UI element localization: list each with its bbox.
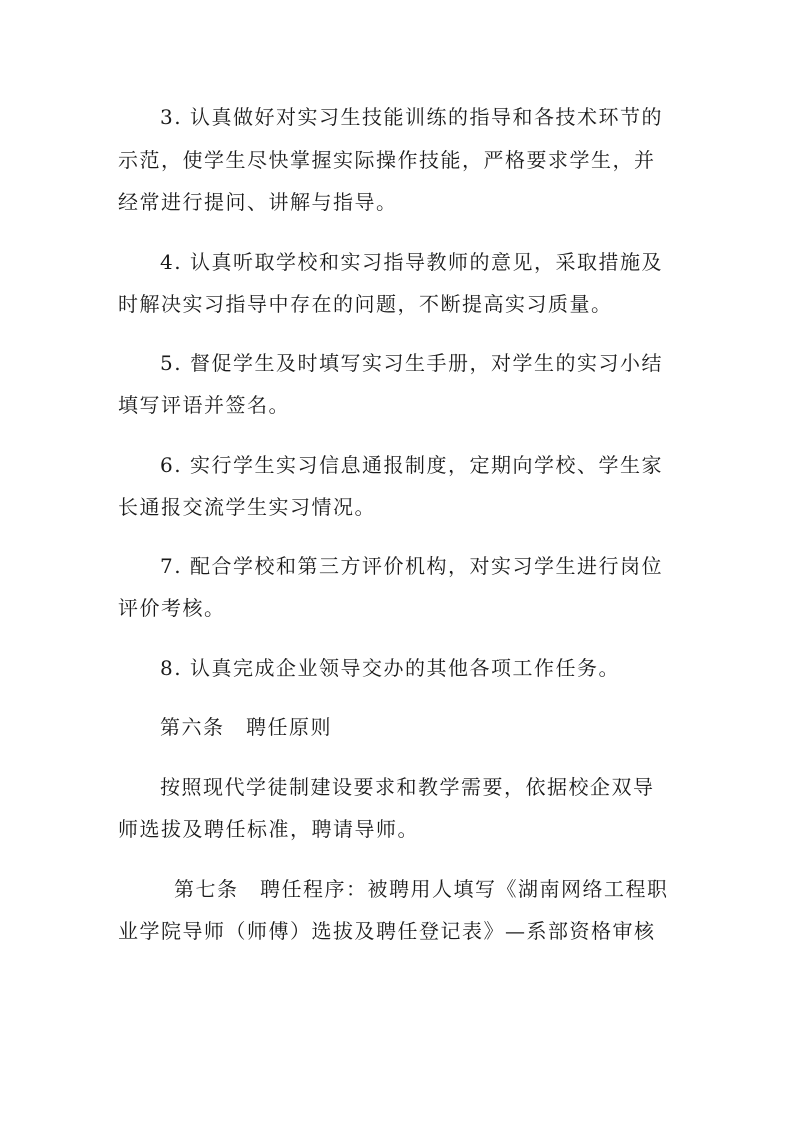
text-line: 时解决实习指导中存在的问题，不断提高实习质量。 [118, 292, 613, 316]
text-line: 业学院导师（师傅）选拔及聘任登记表》—系部资格审核 [118, 919, 656, 943]
text-line: 3. 认真做好对实习生技能训练的指导和各技术环节的 [160, 105, 663, 129]
text-line: 示范，使学生尽快掌握实际操作技能，严格要求学生，并 [118, 148, 656, 172]
text-line: 5. 督促学生及时填写实习生手册，对学生的实习小结 [160, 351, 663, 375]
text-line: 7. 配合学校和第三方评价机构，对实习学生进行岗位 [160, 554, 663, 578]
text-line: 经常进行提问、讲解与指导。 [118, 190, 398, 214]
text-line: 评价考核。 [118, 596, 226, 620]
text-line: 第七条 聘任程序：被聘用人填写《湖南网络工程职 [174, 877, 669, 901]
text-line: 8. 认真完成企业领导交办的其他各项工作任务。 [160, 656, 620, 680]
text-line: 师选拔及聘任标准，聘请导师。 [118, 817, 419, 841]
text-line: 长通报交流学生实习情况。 [118, 495, 376, 519]
text-line: 填写评语并签名。 [118, 393, 290, 417]
text-line: 按照现代学徒制建设要求和教学需要，依据校企双导 [160, 775, 655, 799]
text-line: 4. 认真听取学校和实习指导教师的意见，采取措施及 [160, 250, 663, 274]
section-heading: 第六条 聘任原则 [160, 715, 332, 739]
text-line: 6. 实行学生实习信息通报制度，定期向学校、学生家 [160, 453, 663, 477]
